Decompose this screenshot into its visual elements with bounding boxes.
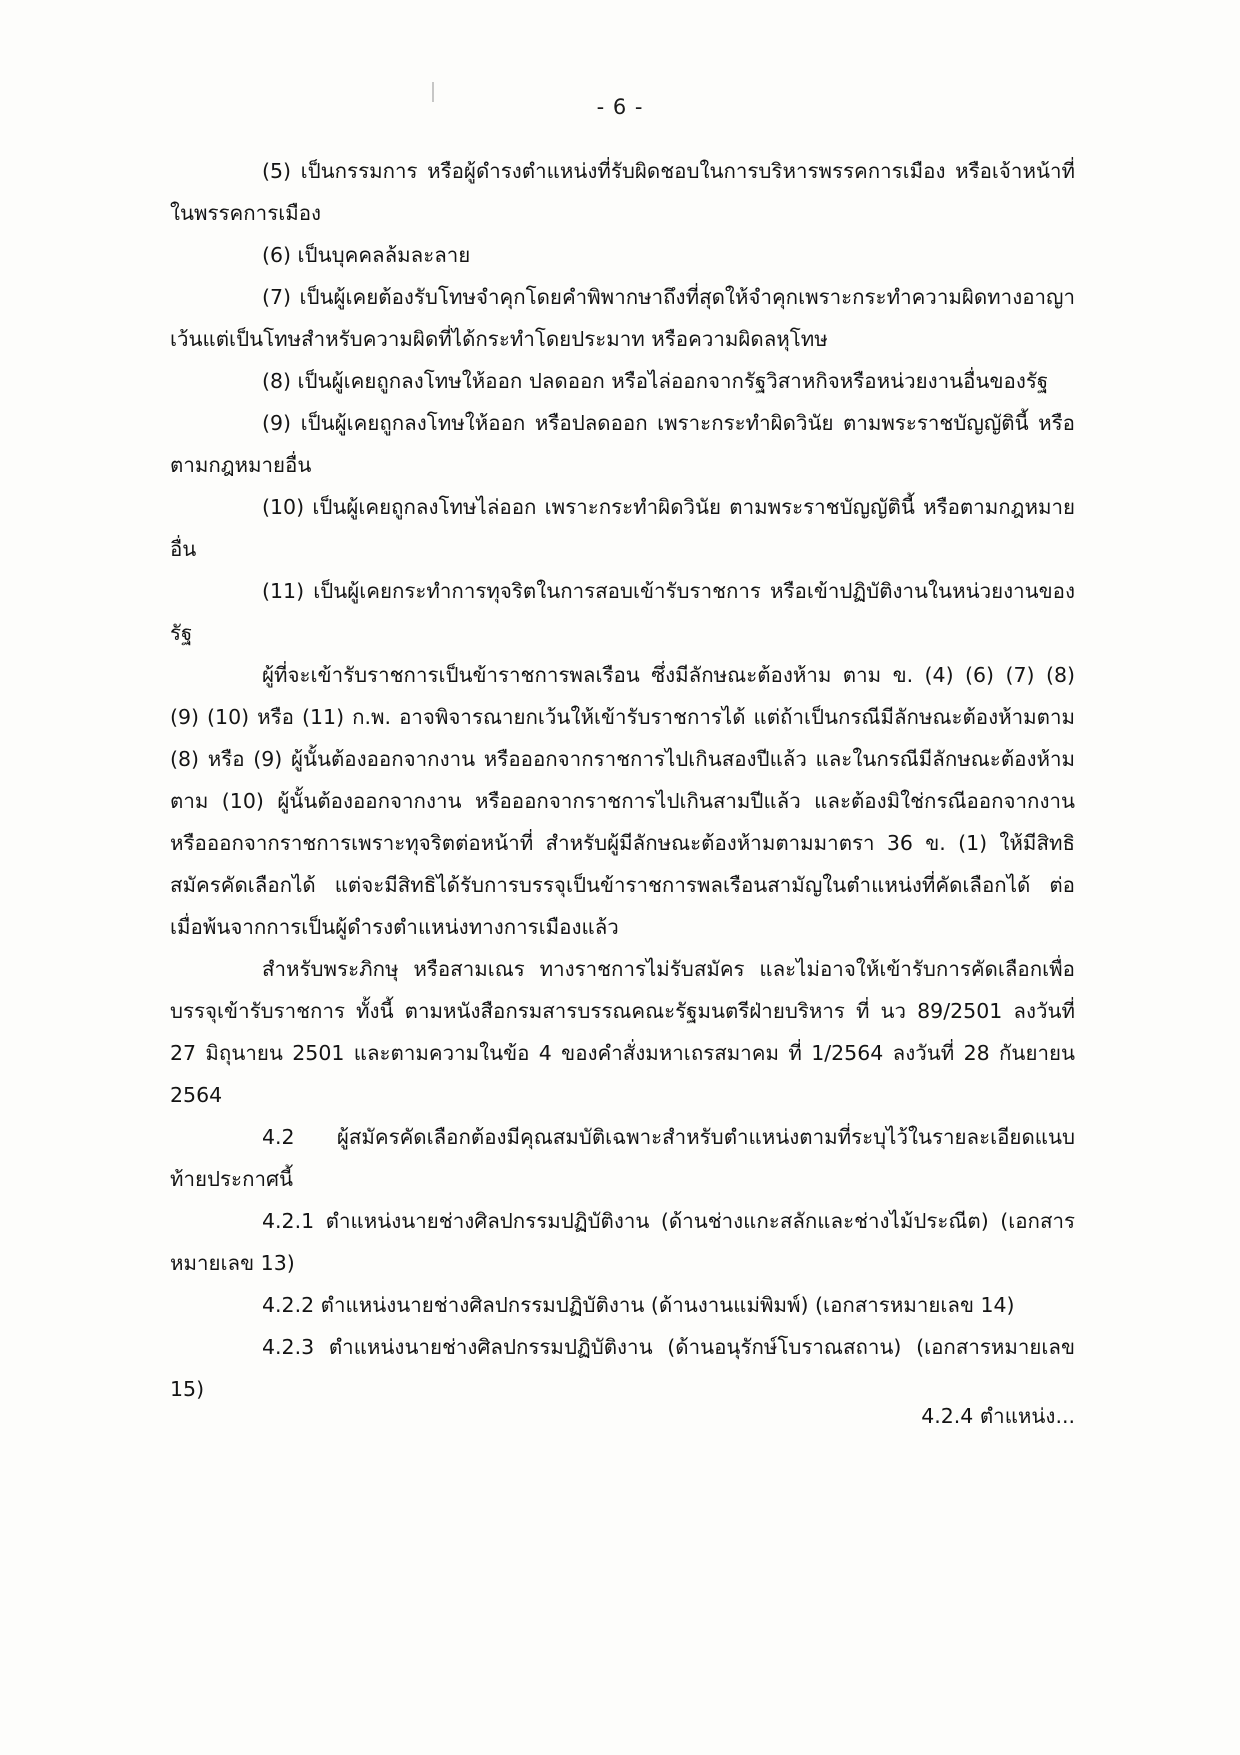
paragraph-item-4-2: 4.2 ผู้สมัครคัดเลือกต้องมีคุณสมบัติเฉพาะสำหรับตำแหน่งตามที่ระบุไว้ในรายละเอียดแนบท้ายประกาศนี้	[170, 1125, 1075, 1191]
paragraph-item-4-2-3: 4.2.3 ตำแหน่งนายช่างศิลปกรรมปฏิบัติงาน (ด้านอนุรักษ์โบราณสถาน) (เอกสารหมายเลข 15)	[170, 1335, 1082, 1401]
paragraph-prohibited-characteristics: ผู้ที่จะเข้ารับราชการเป็นข้าราชการพลเรือน ซึ่งมีลักษณะต้องห้าม ตาม ข. (4) (6) (7) (8) (9) (10) หรือ (11) ก.พ. อาจพิจารณายกเว้นให้เข้ารับราชการได้ แต่ถ้าเป็นกรณีมีลักษณะต้องห้ามตาม (8) หรือ (9) ผู้นั้นต้องออกจากงาน หรือออกจากราชการไปเกินสองปีแล้ว และในกรณีมีลักษณะต้องห้ามตาม (10) ผู้นั้นต้องออกจากงาน หรือออกจากราชการไปเกินสามปีแล้ว และต้องมิใช่กรณีออกจากงาน หรือออกจากราชการเพราะทุจริตต่อหน้าที่ สำหรับผู้มีลักษณะต้องห้ามตามมาตรา 36 ข. (1) ให้มีสิทธิสมัครคัดเลือกได้ แต่จะมีสิทธิได้รับการบรรจุเป็นข้าราชการพลเรือนสามัญในตำแหน่งที่คัดเลือกได้ ต่อเมื่อพ้นจากการเป็นผู้ดำรงตำแหน่งทางการเมืองแล้ว	[170, 663, 1082, 939]
page-number: - 6 -	[596, 95, 644, 119]
paragraph-item-9: (9) เป็นผู้เคยถูกลงโทษให้ออก หรือปลดออก เพราะกระทำผิดวินัย ตามพระราชบัญญัตินี้ หรือตามกฎหมายอื่น	[170, 411, 1075, 477]
paragraph-item-5: (5) เป็นกรรมการ หรือผู้ดำรงตำแหน่งที่รับผิดชอบในการบริหารพรรคการเมือง หรือเจ้าหน้าที่ในพรรคการเมือง	[170, 159, 1075, 225]
document-body	[170, 150, 1082, 1410]
paragraph-item-10: (10) เป็นผู้เคยถูกลงโทษไล่ออก เพราะกระทำผิดวินัย ตามพระราชบัญญัตินี้ หรือตามกฎหมายอื่น	[170, 495, 1075, 561]
paragraph-item-7: (7) เป็นผู้เคยต้องรับโทษจำคุกโดยคำพิพากษาถึงที่สุดให้จำคุกเพราะกระทำความผิดทางอาญา เว้นแต่เป็นโทษสำหรับความผิดที่ได้กระทำโดยประมาท หรือความผิดลหุโทษ	[170, 285, 1082, 351]
paragraph-item-6: (6) เป็นบุคคลล้มละลาย	[262, 243, 471, 267]
paragraph-item-4-2-1: 4.2.1 ตำแหน่งนายช่างศิลปกรรมปฏิบัติงาน (ด้านช่างแกะสลักและช่างไม้ประณีต) (เอกสารหมายเลข 13)	[170, 1209, 1075, 1275]
paragraph-item-11: (11) เป็นผู้เคยกระทำการทุจริตในการสอบเข้ารับราชการ หรือเข้าปฏิบัติงานในหน่วยงานของรัฐ	[170, 579, 1075, 645]
footer-continuation-note: 4.2.4 ตำแหน่ง...	[921, 1404, 1075, 1428]
paragraph-item-4-2-2: 4.2.2 ตำแหน่งนายช่างศิลปกรรมปฏิบัติงาน (ด้านงานแม่พิมพ์) (เอกสารหมายเลข 14)	[262, 1293, 1015, 1317]
paragraph-item-8: (8) เป็นผู้เคยถูกลงโทษให้ออก ปลดออก หรือไล่ออกจากรัฐวิสาหกิจหรือหน่วยงานอื่นของรัฐ	[262, 369, 1049, 393]
paragraph-monks: สำหรับพระภิกษุ หรือสามเณร ทางราชการไม่รับสมัคร และไม่อาจให้เข้ารับการคัดเลือกเพื่อบรรจุเข้ารับราชการ ทั้งนี้ ตามหนังสือกรมสารบรรณคณะรัฐมนตรีฝ่ายบริหาร ที่ นว 89/2501 ลงวันที่ 27 มิถุนายน 2501 และตามความในข้อ 4 ของคำสั่งมหาเถรสมาคม ที่ 1/2564 ลงวันที่ 28 กันยายน 2564	[170, 957, 1082, 1107]
